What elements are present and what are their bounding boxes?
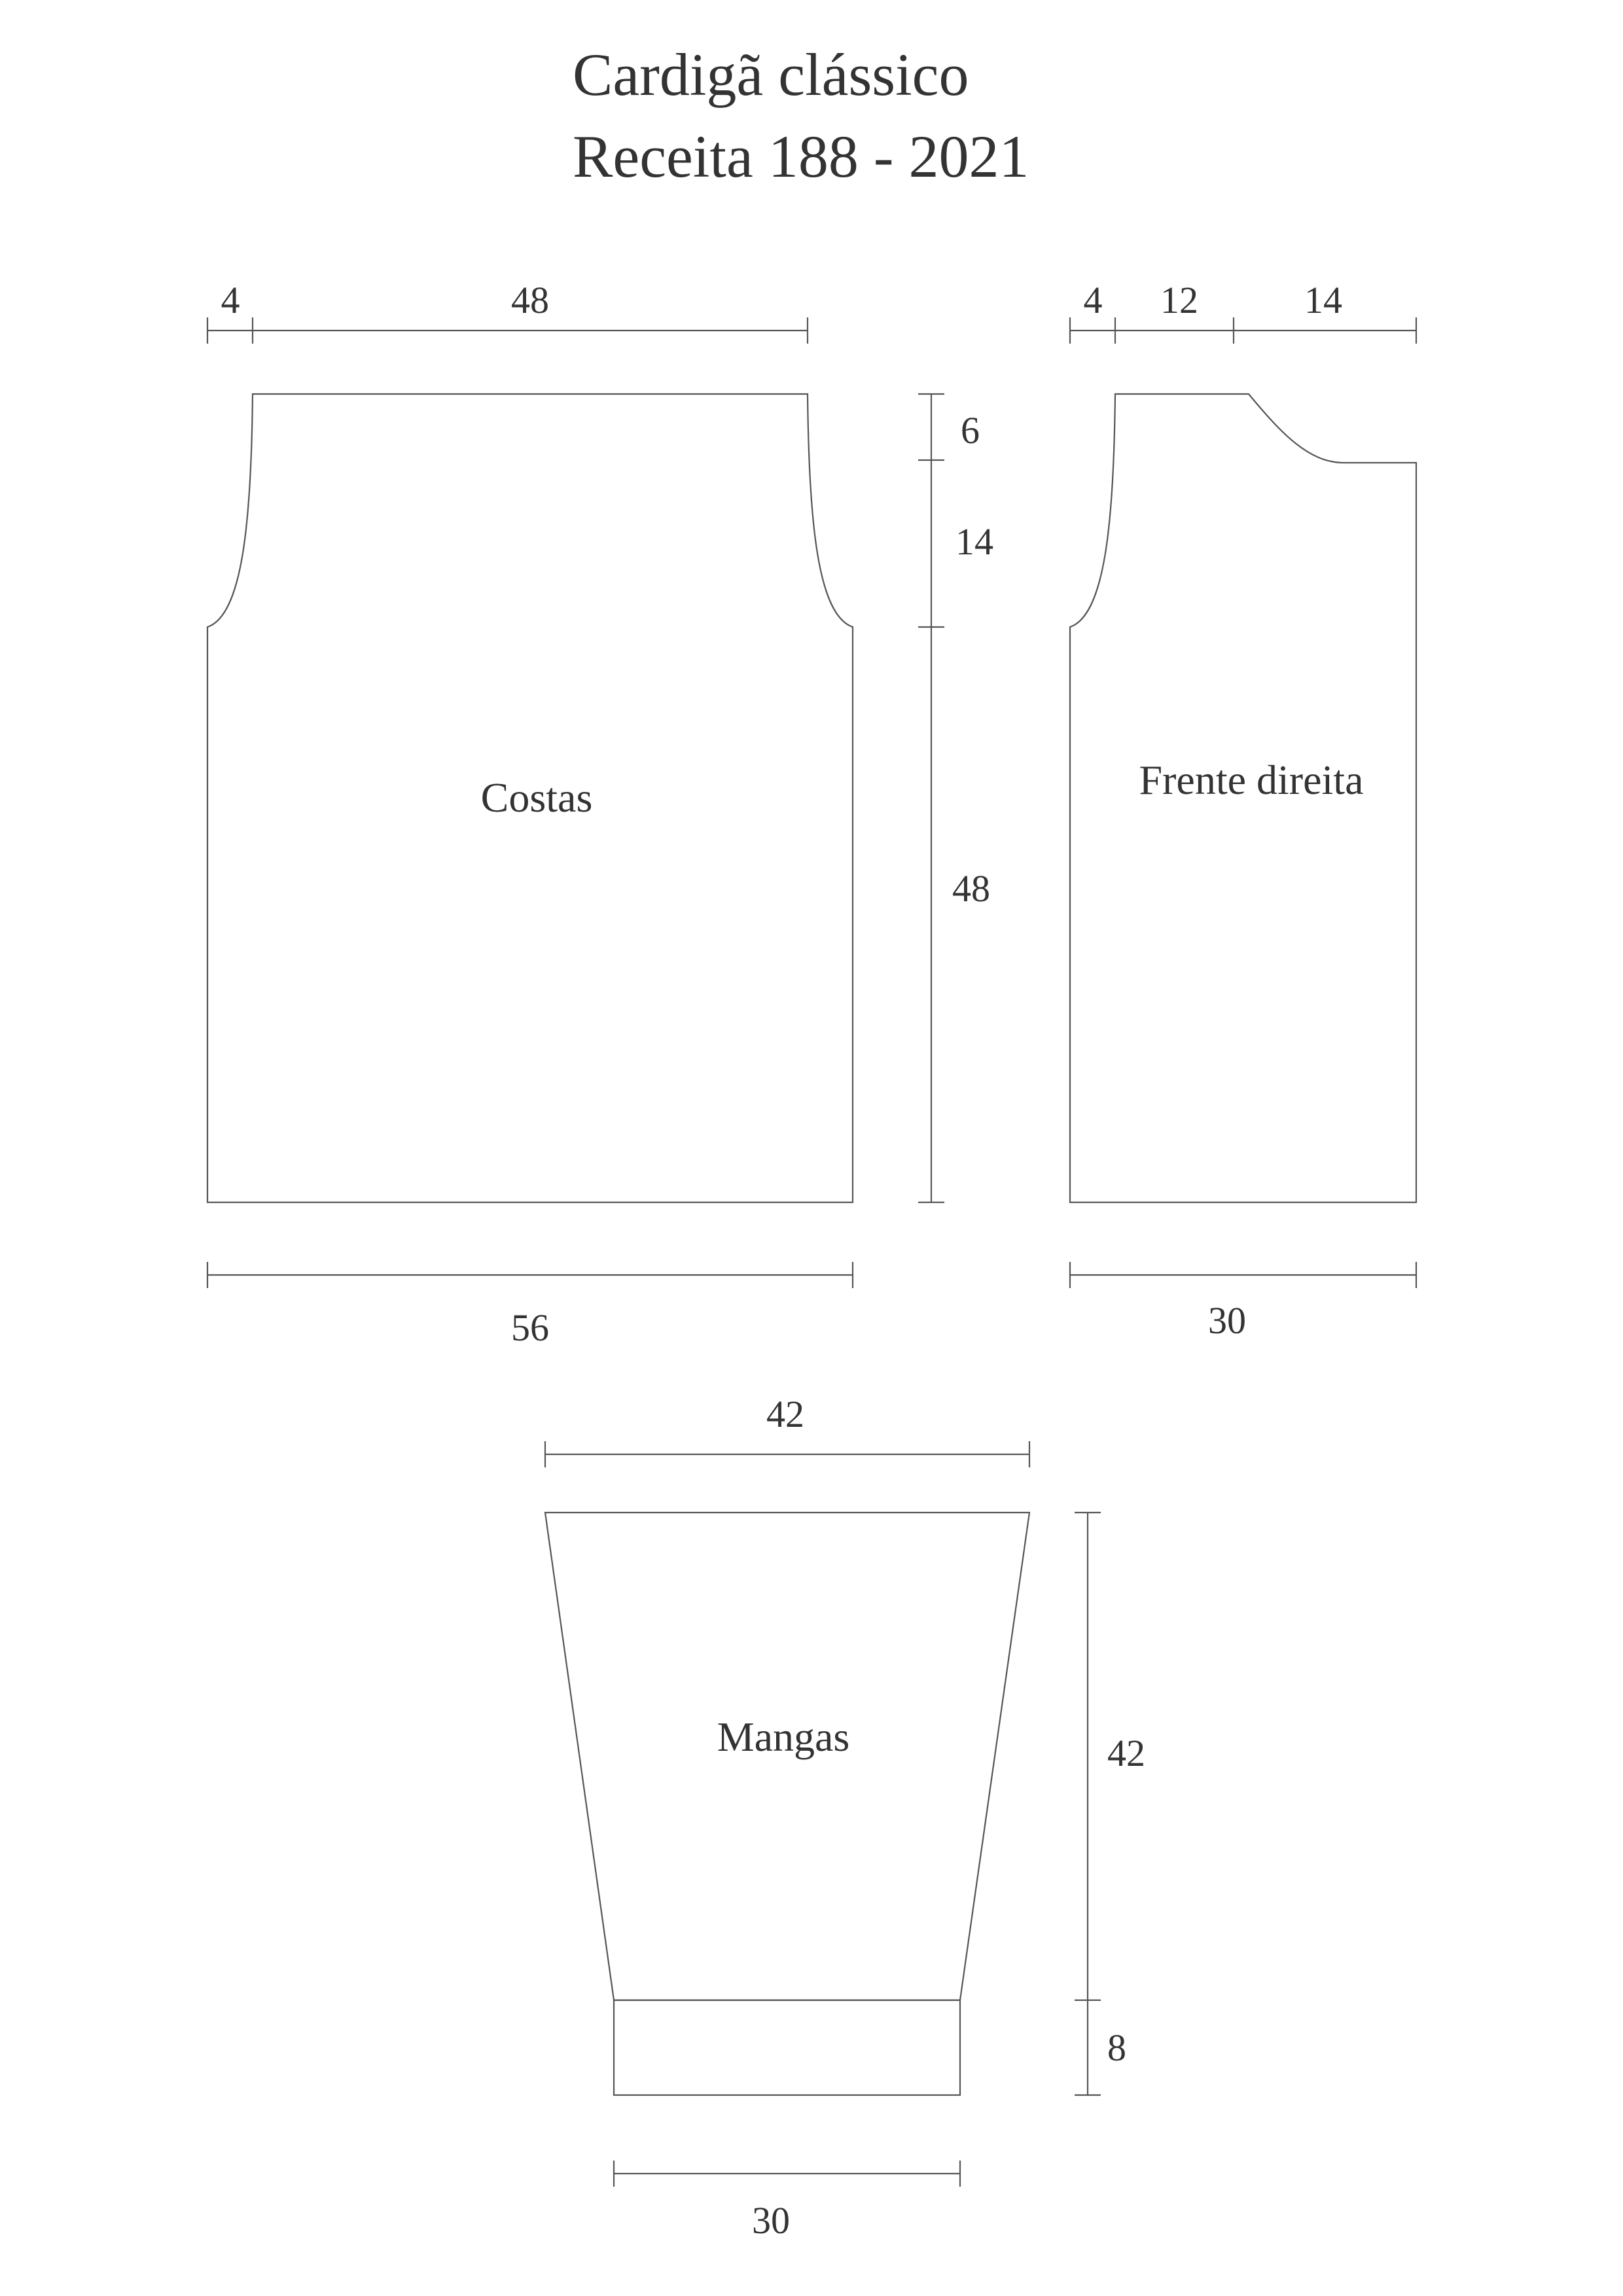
title-line-2: Receita 188 - 2021 <box>573 123 1029 190</box>
back-top-height-label: 6 <box>961 409 980 452</box>
back-body-height-label: 48 <box>952 867 990 910</box>
sleeve-height-label: 42 <box>1107 1732 1145 1774</box>
sleeve-piece-label: Mangas <box>717 1713 850 1760</box>
back-piece-label: Costas <box>480 774 593 821</box>
back-piece <box>207 394 853 1202</box>
front-bottom-dimension <box>1070 1262 1416 1342</box>
back-armhole-height-label: 14 <box>955 520 993 563</box>
back-shoulder-width-label: 48 <box>511 279 549 321</box>
sleeve-bottom-width-label: 30 <box>752 2199 790 2242</box>
front-top-dimension <box>1070 279 1416 344</box>
front-right-piece <box>1070 394 1416 1202</box>
sleeve-cuff-height-label: 8 <box>1107 2026 1126 2069</box>
back-shoulder-offset-label: 4 <box>221 279 240 321</box>
back-bottom-dimension <box>207 1262 853 1349</box>
sleeve-cuff <box>614 2000 960 2095</box>
title-line-1: Cardigã clássico <box>573 41 969 108</box>
back-height-dimension <box>918 394 993 1202</box>
sleeve-height-dimension <box>1075 1513 1145 2095</box>
sleeve-top-width-label: 42 <box>766 1393 804 1435</box>
front-armhole-offset-label: 4 <box>1083 279 1103 321</box>
front-neckline-label: 14 <box>1304 279 1342 321</box>
front-shoulder-label: 12 <box>1160 279 1198 321</box>
front-right-piece-label: Frente direita <box>1139 757 1364 803</box>
sleeve-piece <box>545 1513 1029 2095</box>
front-bottom-width-label: 30 <box>1208 1299 1246 1342</box>
sleeve-bottom-dimension <box>614 2161 960 2242</box>
sleeve-top-dimension <box>545 1393 1029 1467</box>
back-top-dimension <box>207 279 808 344</box>
back-bottom-width-label: 56 <box>511 1306 549 1349</box>
